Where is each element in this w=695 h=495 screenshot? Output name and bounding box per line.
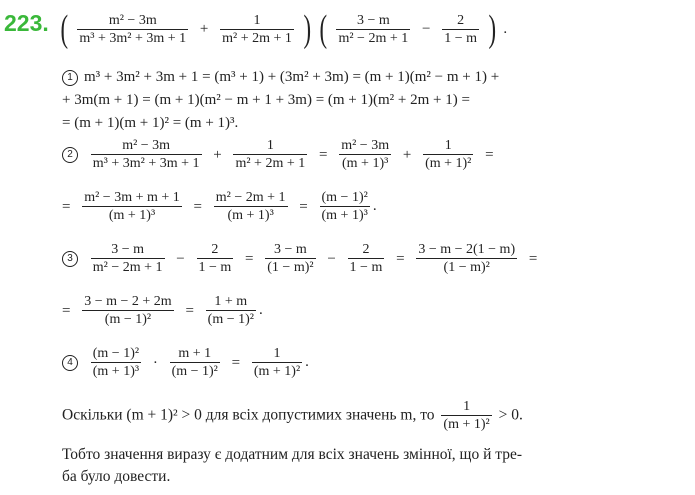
equals-sign: = [231,354,241,371]
denominator: m² − 2m + 1 [338,30,409,46]
step2-line2 [62,189,377,224]
denominator: m³ + 3m² + 3m + 1 [79,30,187,46]
denominator: m² − 2m + 1 [92,260,163,275]
denominator: 1 − m [444,30,478,46]
fraction [339,137,391,172]
equals-sign: = [396,250,405,267]
step1-text-1: m³ + 3m² + 3m + 1 = (m³ + 1) + (3m² + 3m) = (m + 1)(m² − m + 1) + [84,69,500,85]
period: . [503,21,508,37]
fraction [348,241,385,276]
step3-line1 [62,241,542,276]
right-paren: ) [488,8,496,50]
equals-sign: = [62,198,71,215]
right-paren: ) [303,8,311,50]
denominator: (m + 1)² [253,364,301,379]
step1-line3 [62,114,238,132]
fraction [320,189,370,224]
plus-sign: + [213,146,222,163]
numerator: 3 − m − 2 + 2m [84,294,172,309]
numerator: 3 − m − 2(1 − m) [418,242,516,257]
period: . [372,197,377,214]
equals-sign: = [245,250,254,267]
equals-sign: = [485,146,494,163]
fraction [423,137,473,172]
denominator: (m − 1)² [171,364,218,379]
minus-sign: − [327,250,336,267]
denominator: (m + 1)³ [339,154,391,172]
fraction [197,241,234,276]
numerator: 2 [211,242,219,257]
step1-text-3: = (m + 1)(m + 1)² = (m + 1)³. [62,115,239,131]
numerator: 2 [362,242,370,257]
operator: − [422,21,431,37]
numerator: m² − 3m + m + 1 [84,190,180,205]
period: . [258,301,263,318]
conclusion-line2 [62,444,522,466]
equals-sign: = [319,146,328,163]
left-paren: ( [60,8,69,50]
step1-line2 [62,91,470,109]
equals-sign: = [528,250,538,267]
denominator: (m − 1)² [207,312,254,327]
numerator: 3 − m [111,242,145,257]
step1-line1 [62,68,499,86]
denominator: (1 − m)² [267,260,314,275]
numerator: 3 − m [356,12,390,28]
fraction [252,345,302,380]
problem-expression [58,10,512,48]
fraction [214,189,288,224]
greater-than-zero: > 0. [498,406,523,424]
step2-line1 [62,137,499,172]
conclusion-line3 [62,466,170,488]
numerator: m² − 3m [122,138,171,153]
conclusion-text-1: Оскільки (m + 1)² > 0 для всіх допустимих значень m, то [62,406,435,424]
denominator: m³ + 3m² + 3m + 1 [92,156,200,171]
fraction [441,398,491,433]
fraction [416,241,517,276]
step-marker-3: 3 [62,251,78,267]
numerator: (m − 1)² [92,346,140,361]
numerator: 1 + m [214,294,248,309]
fraction [206,293,256,328]
denominator: (m + 1)² [425,156,472,171]
conclusion-text-2: Тобто значення виразу є додатним для всіх значень змінної, що й тре- [62,446,523,463]
denominator: (m + 1)³ [82,206,182,224]
numerator: 1 [273,346,281,361]
denominator: 1 − m [349,260,383,275]
plus-sign: + [402,146,412,163]
multiply-dot: · [152,354,158,371]
fraction [91,241,165,276]
fraction [265,241,315,276]
operator: + [199,21,209,37]
numerator: 3 − m [274,242,307,257]
minus-sign: − [176,250,185,267]
numerator: 1 [253,12,261,28]
fraction [233,137,307,172]
denominator: m² + 2m + 1 [222,30,292,46]
conclusion-text-3: ба було довести. [62,468,171,485]
step3-line2 [62,293,263,328]
equals-sign: = [62,302,71,319]
numerator: m² − 2m + 1 [215,190,286,205]
fraction [77,12,188,47]
fraction [220,12,294,47]
period: . [305,353,309,370]
step1-text-2: + 3m(m + 1) = (m + 1)(m² − m + 1 + 3m) = (m + 1)(m² + 2m + 1) = [62,92,470,108]
numerator: 2 [457,12,465,28]
numerator: (m − 1)² [321,190,368,205]
numerator: m² − 3m [108,12,157,28]
denominator: m² + 2m + 1 [235,156,306,171]
equals-sign: = [299,198,308,215]
step-marker-1: 1 [62,70,78,86]
step-marker-2: 2 [62,147,78,163]
denominator: (m + 1)³ [92,364,140,379]
denominator: (m + 1)² [443,417,490,432]
numerator: m² − 3m [341,138,390,153]
step4-line [62,345,309,380]
fraction [170,345,220,380]
conclusion-line1 [62,398,523,433]
numerator: 1 [463,399,471,414]
equals-sign: = [193,198,202,215]
denominator: (m − 1)² [82,310,173,328]
left-paren: ( [319,8,328,50]
step-marker-4: 4 [62,355,78,371]
fraction [442,12,479,47]
fraction [82,189,182,224]
denominator: (1 − m)² [416,258,517,276]
fraction [91,137,202,172]
denominator: (m + 1)³ [321,208,368,223]
fraction [82,293,173,328]
numerator: 1 [266,138,274,153]
problem-number: 223. [4,10,49,36]
fraction [91,345,141,380]
denominator: 1 − m [198,260,232,275]
denominator: (m + 1)³ [214,206,288,224]
equals-sign: = [185,302,194,319]
numerator: 1 [444,138,452,153]
numerator: m + 1 [178,346,212,361]
fraction [336,12,410,47]
